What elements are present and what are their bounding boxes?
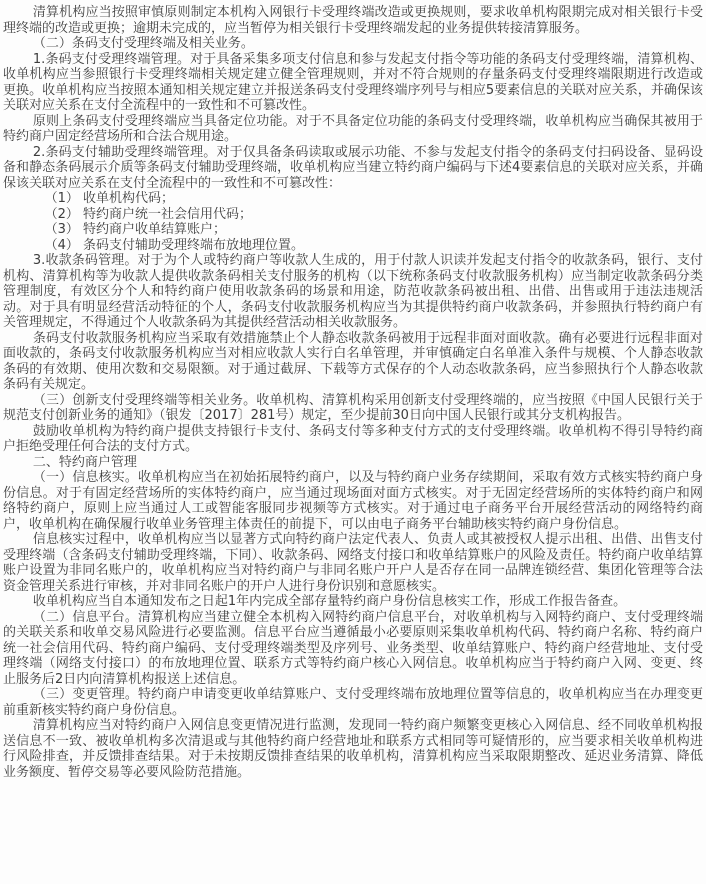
paragraph: 条码支付收款服务机构应当采取有效措施禁止个人静态收款条码被用于远程非面对面收款。确有必要进行远程非面对面收款的，条码支付收款服务机构应当对相应收款人实行白名单管理，并审慎确定白名单准入条件与规模、个人静态收款条码的有效期、使用次数和交易限额。对于通过截屏、下载等方式保存的个人动态收款条码，应当参照执行个人静态收款条码有关规定。	[3, 330, 703, 392]
subsection-heading: （二）条码支付受理终端及相关业务。	[32, 36, 254, 51]
paragraph: 信息核实过程中，收单机构应当以显著方式向特约商户法定代表人、负责人或其被授权人提示出租、出借、出售支付受理终端（含条码支付辅助受理终端，下同）、收款条码、网络支付接口和收单结算账户的风险及责任。特约商户收单结算账户设置为非同名账户的，收单机构应当对特约商户与非同名账户开户人是否存在同一品牌连锁经营、集团化管理等合法资金管理关系进行审核，并对非同名账户的开户人进行身份识别和意愿核实。	[3, 532, 703, 594]
list-item: （1） 收单机构代码；	[44, 191, 174, 206]
list-item: （3） 特约商户收单结算账户；	[44, 222, 226, 237]
paragraph: 鼓励收单机构为特约商户提供支持银行卡支付、条码支付等多种支付方式的支付受理终端。收单机构不得引导特约商户拒绝受理任何合法的支付方式。	[3, 423, 703, 454]
subsection-heading: （三）变更管理。特约商户申请变更收单结算账户、支付受理终端布放地理位置等信息的，收单机构应当在办理变更前重新核实特约商户身份信息。	[3, 687, 703, 718]
section-heading: 二、特约商户管理	[32, 454, 137, 470]
paragraph: 3.收款条码管理。对于为个人或特约商户等收款人生成的，用于付款人识读并发起支付指令的收款条码，银行、支付机构、清算机构等为收款人提供收款条码相关支付服务的机构（以下统称条码支付收款服务机构）应当制定收款条码分类管理制度，有效区分个人和特约商户使用收款条码的场景和用途，防范收款条码被出租、出借、出售或用于违法违规活动。对于具有明显经营活动特征的个人，条码支付收款服务机构应当为其提供特约商户收款条码，并参照执行特约商户有关管理规定，不得通过个人收款条码为其提供经营活动相关收款服务。	[3, 253, 703, 330]
list-item: （2） 特约商户统一社会信用代码；	[44, 206, 252, 222]
subsection-heading: （二）信息平台。清算机构应当建立健全本机构入网特约商户信息平台，对收单机构与入网特约商户、支付受理终端的关联关系和收单交易风险进行必要监测。信息平台应当遵循最小必要原则采集收单机构代码、特约商户名称、特约商户统一社会信用代码、特约商户编码、支付受理终端类型及序列号、业务类型、收单结算账户、特约商户经营地址、支付受理终端（网络支付接口）的布放地理位置、联系方式等特约商户核心入网信息。收单机构应当于特约商户入网、变更、终止服务后2日内向清算机构报送上述信息。	[3, 609, 703, 687]
list-item: （4） 条码支付辅助受理终端布放地理位置。	[44, 237, 304, 253]
paragraph: 清算机构应当按照审慎原则制定本机构入网银行卡受理终端改造或更换规则，要求收单机构限期完成对相关银行卡受理终端的改造或更换；逾期未完成的，应当暂停为相关银行卡受理终端发起的业务提供转接清算服务。	[3, 5, 703, 36]
subsection-heading: （一）信息核实。收单机构应当在初始拓展特约商户，以及与特约商户业务存续期间，采取有效方式核实特约商户身份信息。对于有固定经营场所的实体特约商户，应当通过现场面对面方式核实。对于无固定经营场所的实体特约商户和网络特约商户，原则上应当通过人工或智能客服同步视频等方式核实。对于通过电子商务平台开展经营活动的网络特约商户，收单机构在确保履行收单业务管理主体责任的前提下，可以由电子商务平台辅助核实特约商户身份信息。	[3, 470, 703, 532]
paragraph: 原则上条码支付受理终端应当具备定位功能。对于不具备定位功能的条码支付受理终端，收单机构应当确保其被用于特约商户固定经营场所和合法合规用途。	[3, 113, 703, 144]
paragraph: 收单机构应当自本通知发布之日起1年内完成全部存量特约商户身份信息核实工作，形成工作报告备查。	[32, 594, 627, 609]
subsection-heading: （三）创新支付受理终端等相关业务。收单机构、清算机构采用创新支付受理终端的，应当按照《中国人民银行关于规范支付创新业务的通知》（银发〔2017〕281号）规定，至少提前30日向中国人民银行或其分支机构报告。	[3, 392, 703, 423]
paragraph: 2.条码支付辅助受理终端管理。对于仅具备条码读取或展示功能、不参与发起支付指令的条码支付扫码设备、显码设备和静态条码展示介质等条码支付辅助受理终端，收单机构应当建立特约商户编码与下述4要素信息的关联对应关系，并确保该关联对应关系在支付全流程中的一致性和不可篡改性：	[3, 144, 703, 191]
paragraph: 清算机构应当对特约商户入网信息变更情况进行监测，发现同一特约商户频繁变更核心入网信息、经不同收单机构报送信息不一致、被收单机构多次清退或与其他特约商户经营地址和联系方式相同等可疑情形的，应当要求相关收单机构进行风险排查，并反馈排查结果。对于未按期反馈排查结果的收单机构，清算机构应当采取限期整改、延迟业务清算、降低业务额度、暂停交易等必要风险防范措施。	[3, 718, 703, 780]
paragraph: 1.条码支付受理终端管理。对于具备采集多项支付信息和参与发起支付指令等功能的条码支付受理终端，清算机构、收单机构应当参照银行卡受理终端相关规定建立健全管理规则，并对不符合规则的存量条码支付受理终端限期进行改造或更换。收单机构应当按照本通知相关规定建立并报送条码支付受理终端序列号与相应5要素信息的关联对应关系，并确保该关联对应关系在支付全流程中的一致性和不可篡改性。	[3, 51, 703, 113]
